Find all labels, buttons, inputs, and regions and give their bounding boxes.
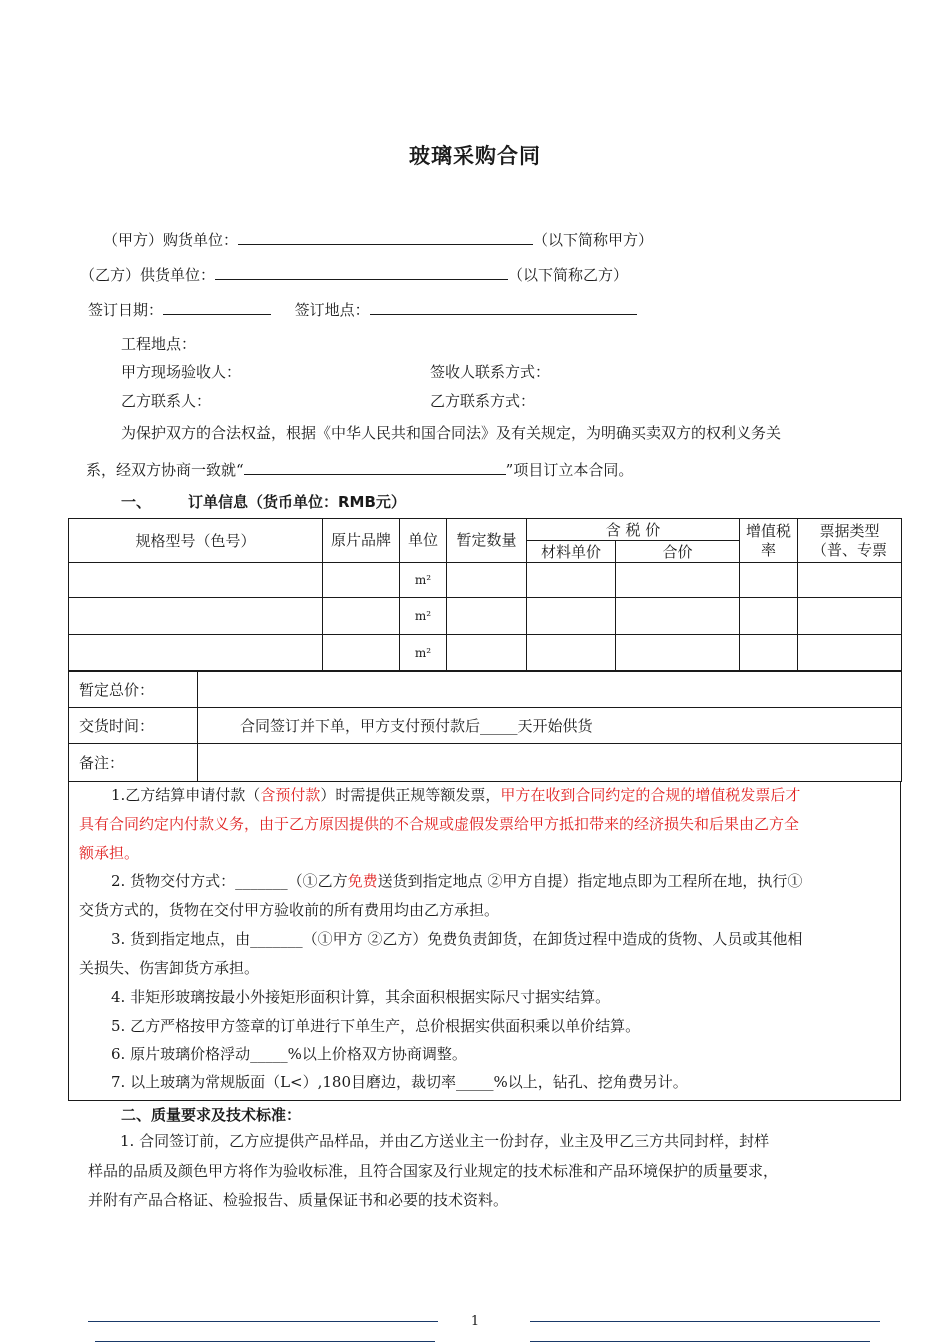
project-name-field[interactable] [244, 459, 506, 475]
sign-place-field[interactable] [370, 299, 637, 315]
clause-1-text-b: ）时需提供正规等额发票， [320, 786, 501, 804]
table-row [69, 563, 902, 598]
sign-date-label: 签订日期： [88, 301, 164, 319]
clause-5: 5. 乙方严格按甲方签章的订单进行下单生产，总价根据实供面积乘以单价结算。 [111, 1017, 641, 1035]
header-tax-price: 含 税 价 [527, 519, 740, 541]
seller-row [80, 264, 628, 285]
clause-2-text: 2. 货物交付方式：_______（①乙方 [111, 872, 348, 890]
seller-contact-label: 乙方联系人： [121, 392, 212, 410]
buyer-field[interactable] [238, 229, 533, 245]
header-total-price: 合价 [616, 541, 740, 563]
clause-1-red-a: 甲方在收到合同约定的合规的增值税发票后才 [500, 786, 801, 804]
clause-2-highlight: 免费 [347, 872, 378, 890]
clause-1-line1 [81, 781, 891, 810]
unit-cell: m² [400, 598, 447, 635]
buyer-suffix: （以下简称甲方） [533, 231, 654, 249]
clause-7: 7. 以上玻璃为常规版面（L<）,180目磨边，裁切率_____%以上，钻孔、挖角费另计。 [111, 1073, 688, 1091]
unit-cell: m² [400, 563, 447, 598]
section1-heading: 订单信息（货币单位：RMB元） [188, 493, 406, 511]
sign-date-field[interactable] [163, 299, 271, 315]
sign-place-label: 签订地点： [294, 301, 370, 319]
clause-1-highlight: 含预付款 [260, 786, 321, 804]
clause-2-line1 [81, 867, 891, 896]
clause-6: 6. 原片玻璃价格浮动_____%以上价格双方协商调整。 [111, 1045, 467, 1063]
remark-label: 备注： [69, 744, 198, 782]
preamble-line2 [86, 459, 633, 480]
delivery-value: 合同签订并下单，甲方支付预付款后_____天开始供货 [198, 708, 902, 744]
buyer-row [103, 229, 653, 250]
clause-1-line2: 具有合同约定内付款义务，由于乙方原因提供的不合规或虚假发票给甲方抵扣带来的经济损失和后果由乙方全 [79, 815, 800, 833]
remark-value[interactable] [198, 744, 902, 782]
buyer-label: （甲方）购货单位： [103, 231, 239, 249]
delivery-label: 交货时间： [69, 708, 198, 744]
table-row [69, 635, 902, 671]
total-value[interactable] [198, 672, 902, 708]
clause-1-text: 1.乙方结算申请付款（ [111, 786, 261, 804]
clause-2-text-b: 送货到指定地点 ②甲方自提）指定地点即为工程所在地，执行① [377, 872, 803, 890]
page-title: 玻璃采购合同 [409, 144, 541, 168]
preamble-line1: 为保护双方的合法权益，根据《中华人民共和国合同法》及有关规定，为明确买卖双方的权利义务关 [121, 424, 782, 442]
seller-field[interactable] [215, 264, 508, 280]
clauses-box [68, 781, 901, 1101]
seller-suffix: （以下简称乙方） [508, 266, 629, 284]
seller-label: （乙方）供货单位： [80, 266, 216, 284]
preamble-prefix: 系，经双方协商一致就“ [86, 461, 244, 479]
unit-cell: m² [400, 635, 447, 671]
table-row [69, 598, 902, 635]
clause-2-line2: 交货方式的，货物在交付甲方验收前的所有费用均由乙方承担。 [79, 901, 500, 919]
section1-number: 一、 [121, 493, 152, 511]
page-number: 1 [470, 1314, 480, 1329]
clause-3-line2: 关损失、伤害卸货方承担。 [79, 959, 260, 977]
section2-line2: 样品的品质及颜色甲方将作为验收标准，且符合国家及行业规定的技术标准和产品环境保护的质量要求， [88, 1162, 779, 1180]
section2-line3: 并附有产品合格证、检验报告、质量保证书和必要的技术资料。 [88, 1191, 509, 1209]
footer-rule-right-2 [530, 1341, 870, 1342]
header-spec: 规格型号（色号） [69, 519, 323, 563]
receiver-label: 甲方现场验收人： [121, 363, 242, 381]
section2-heading: 二、质量要求及技术标准： [121, 1106, 302, 1124]
sign-row [88, 299, 637, 320]
header-qty: 暂定数量 [447, 519, 527, 563]
header-brand: 原片品牌 [323, 519, 400, 563]
section2-line1: 1. 合同签订前，乙方应提供产品样品，并由乙方送业主一份封存，业主及甲乙三方共同封样，封样 [120, 1132, 770, 1150]
order-table [68, 518, 902, 671]
project-site-label: 工程地点： [121, 335, 197, 353]
header-invoice: 票据类型（普、专票 [798, 519, 902, 563]
receiver-contact-label: 签收人联系方式： [430, 363, 551, 381]
clause-3-line1: 3. 货到指定地点，由_______（①甲方 ②乙方）免费负责卸货，在卸货过程中造成的货物、人员或其他相 [111, 930, 803, 948]
footer-rule-left-2 [95, 1341, 435, 1342]
summary-table [68, 671, 902, 782]
seller-contact-method-label: 乙方联系方式： [430, 392, 536, 410]
header-material-price: 材料单价 [527, 541, 616, 563]
header-unit: 单位 [400, 519, 447, 563]
header-vat: 增值税率 [740, 519, 798, 563]
clause-1-line3: 额承担。 [79, 844, 140, 862]
clause-4: 4. 非矩形玻璃按最小外接矩形面积计算，其余面积根据实际尺寸据实结算。 [111, 988, 611, 1006]
preamble-suffix: ”项目订立本合同。 [505, 461, 634, 479]
total-label: 暂定总价： [69, 672, 198, 708]
